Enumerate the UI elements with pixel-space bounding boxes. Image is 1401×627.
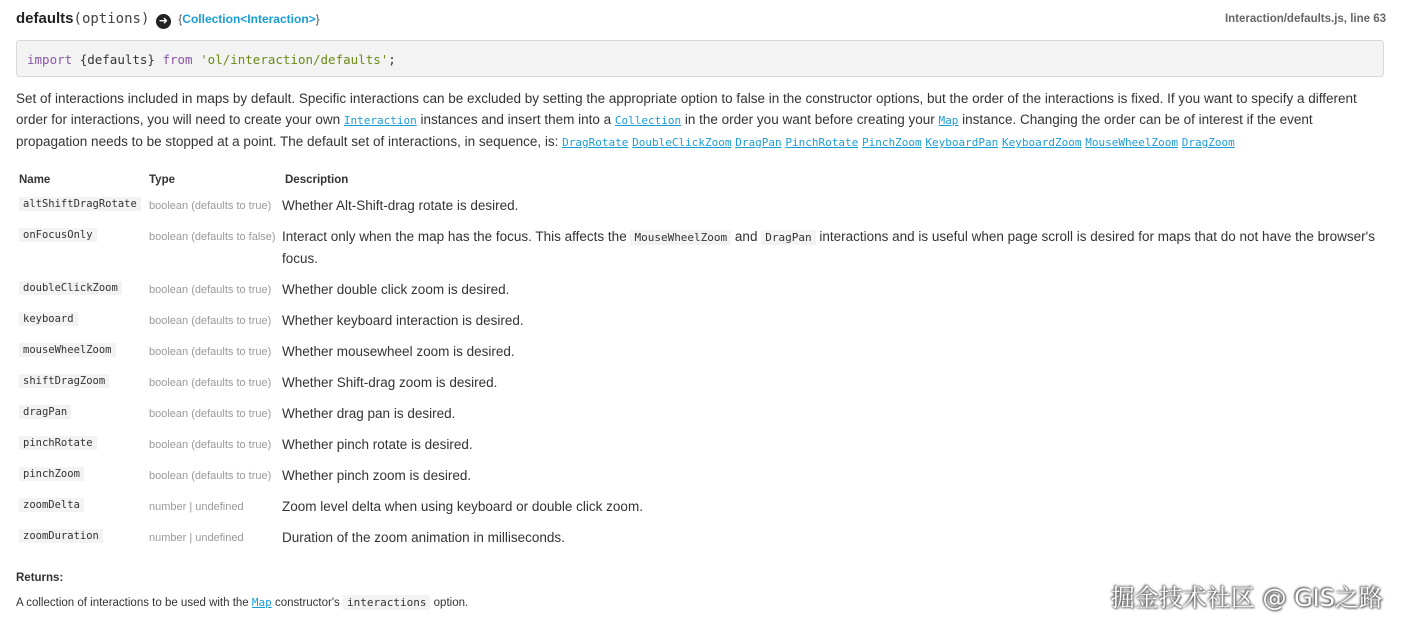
param-name-cell <box>16 429 146 460</box>
param-type: boolean (defaults to true) <box>149 200 272 212</box>
param-description-cell <box>282 336 1385 367</box>
column-header-description: Description <box>285 174 349 186</box>
param-name-cell <box>16 274 146 305</box>
brace-open: { <box>178 12 183 26</box>
param-name-cell <box>16 398 146 429</box>
param-description: Whether mousewheel zoom is desired. <box>282 344 515 359</box>
param-description-cell <box>282 398 1385 429</box>
param-description-cell <box>282 367 1385 398</box>
collection-link[interactable]: Collection <box>614 114 682 127</box>
arrow-right-icon: ➜ <box>156 14 171 29</box>
param-name: pinchRotate <box>19 436 97 450</box>
param-description-cell <box>282 460 1385 491</box>
param-name-cell <box>16 522 146 553</box>
map-link[interactable]: Map <box>938 114 959 127</box>
param-name: keyboard <box>19 312 78 326</box>
interaction-sequence-link[interactable]: PinchRotate <box>785 136 859 149</box>
default-interactions-sequence <box>562 134 1235 149</box>
param-name: shiftDragZoom <box>19 374 109 388</box>
table-row <box>16 274 1385 305</box>
keyword-from: from <box>162 52 193 67</box>
param-type: boolean (defaults to true) <box>149 315 272 327</box>
method-description <box>16 88 1386 153</box>
param-name-cell <box>16 190 146 221</box>
param-description: Whether pinch rotate is desired. <box>282 437 473 452</box>
watermark: 掘金技术社区 @ GIS之路 <box>1110 584 1383 612</box>
keyword-import: import <box>27 52 73 67</box>
method-args: (options) <box>73 11 150 27</box>
param-description: Whether double click zoom is desired. <box>282 282 510 297</box>
inline-code: MouseWheelZoom <box>630 230 731 245</box>
param-name-cell <box>16 305 146 336</box>
param-description: Whether Shift-drag zoom is desired. <box>282 375 498 390</box>
interaction-sequence-link[interactable]: DragRotate <box>562 136 629 149</box>
table-header-row <box>16 170 1385 190</box>
returns-label: Returns: <box>16 572 64 584</box>
table-row <box>16 398 1385 429</box>
param-name-cell <box>16 221 146 274</box>
table-row <box>16 460 1385 491</box>
param-description: Interact only when the map has the focus. This affects the <box>282 229 631 244</box>
param-type: boolean (defaults to true) <box>149 284 272 296</box>
source-location-link[interactable]: Interaction/defaults.js, line 63 <box>1224 13 1386 25</box>
table-row <box>16 305 1385 336</box>
import-statement <box>27 52 396 67</box>
param-description-cell <box>282 305 1385 336</box>
param-type: number | undefined <box>149 532 244 544</box>
desc-text: Set of interactions included in maps by default. Specific interactions can be excluded by setting the appropriate option to false in the constructor options, but the order of the interactions is fixed. If you want to specify a different order for interactions, you will need to create your own <box>16 91 1357 127</box>
table-row <box>16 336 1385 367</box>
param-description: Duration of the zoom animation in milliseconds. <box>282 530 565 545</box>
import-code-block <box>16 40 1384 77</box>
param-description: Whether keyboard interaction is desired. <box>282 313 524 328</box>
param-description: interactions and is useful when page scroll is desired for maps that do not have the browser's focus. <box>282 229 1375 266</box>
param-description: Whether Alt-Shift-drag rotate is desired. <box>282 198 519 213</box>
param-type: boolean (defaults to true) <box>149 346 272 358</box>
param-description-cell <box>282 274 1385 305</box>
interaction-link[interactable]: Interaction <box>343 114 417 127</box>
returns-description <box>16 596 468 609</box>
desc-text: in the order you want before creating your <box>681 112 939 127</box>
options-table <box>16 170 1385 553</box>
param-name: dragPan <box>19 405 71 419</box>
inline-code: interactions <box>343 595 430 610</box>
param-description-cell <box>282 491 1385 522</box>
interaction-sequence-link[interactable]: DragPan <box>735 136 782 149</box>
desc-text: instance. Changing the order can be of interest if the event propagation needs to be stopped at a point. The default set of interactions, in sequence, is: <box>16 112 1313 149</box>
param-name: doubleClickZoom <box>19 281 122 295</box>
inline-code: DragPan <box>761 230 815 245</box>
desc-text: instances and insert them into a <box>416 112 615 127</box>
method-name: defaults <box>16 10 74 27</box>
interaction-sequence-link[interactable]: MouseWheelZoom <box>1085 136 1178 149</box>
param-name-cell <box>16 336 146 367</box>
returns-text: A collection of interactions to be used with the <box>16 597 252 609</box>
return-type-link[interactable]: Collection<Interaction> <box>182 12 316 26</box>
interaction-sequence-link[interactable]: KeyboardPan <box>925 136 999 149</box>
param-description-cell <box>282 522 1385 553</box>
column-header-type: Type <box>149 174 175 186</box>
param-name-cell <box>16 460 146 491</box>
table-row <box>16 429 1385 460</box>
param-type: boolean (defaults to true) <box>149 377 272 389</box>
param-description: and <box>731 229 762 244</box>
column-header-name: Name <box>19 174 51 186</box>
param-description: Whether pinch zoom is desired. <box>282 468 472 483</box>
param-description: Zoom level delta when using keyboard or double click zoom. <box>282 499 643 514</box>
param-description-cell <box>282 429 1385 460</box>
param-name: altShiftDragRotate <box>19 197 141 211</box>
brace-close: } <box>315 12 320 26</box>
table-row <box>16 190 1385 221</box>
param-description-cell <box>282 190 1385 221</box>
returns-text: constructor's <box>271 597 343 609</box>
param-name-cell <box>16 491 146 522</box>
table-row <box>16 522 1385 553</box>
param-type: boolean (defaults to true) <box>149 439 272 451</box>
param-name: onFocusOnly <box>19 228 97 242</box>
method-header <box>16 10 1386 32</box>
param-type: boolean (defaults to true) <box>149 408 272 420</box>
param-name: pinchZoom <box>19 467 84 481</box>
options-table-body <box>16 190 1385 553</box>
param-description-cell <box>282 221 1385 274</box>
param-type: boolean (defaults to true) <box>149 470 272 482</box>
interaction-sequence-link[interactable]: DoubleClickZoom <box>632 136 732 149</box>
module-path: 'ol/interaction/defaults' <box>200 52 389 67</box>
param-name: mouseWheelZoom <box>19 343 116 357</box>
interaction-sequence-link[interactable]: DragZoom <box>1181 136 1235 149</box>
param-type: number | undefined <box>149 501 244 513</box>
table-row <box>16 367 1385 398</box>
interaction-sequence-link[interactable]: KeyboardZoom <box>1001 136 1082 149</box>
map-link[interactable]: Map <box>251 596 272 609</box>
table-row <box>16 221 1385 274</box>
param-description: Whether drag pan is desired. <box>282 406 456 421</box>
interaction-sequence-link[interactable]: PinchZoom <box>861 136 922 149</box>
param-type: boolean (defaults to false) <box>149 231 276 243</box>
returns-text: option. <box>430 597 469 609</box>
semicolon: ; <box>388 52 396 67</box>
import-binding: {defaults} <box>79 52 155 67</box>
param-name: zoomDuration <box>19 529 103 543</box>
param-name: zoomDelta <box>19 498 84 512</box>
return-type <box>178 12 319 26</box>
table-row <box>16 491 1385 522</box>
param-name-cell <box>16 367 146 398</box>
